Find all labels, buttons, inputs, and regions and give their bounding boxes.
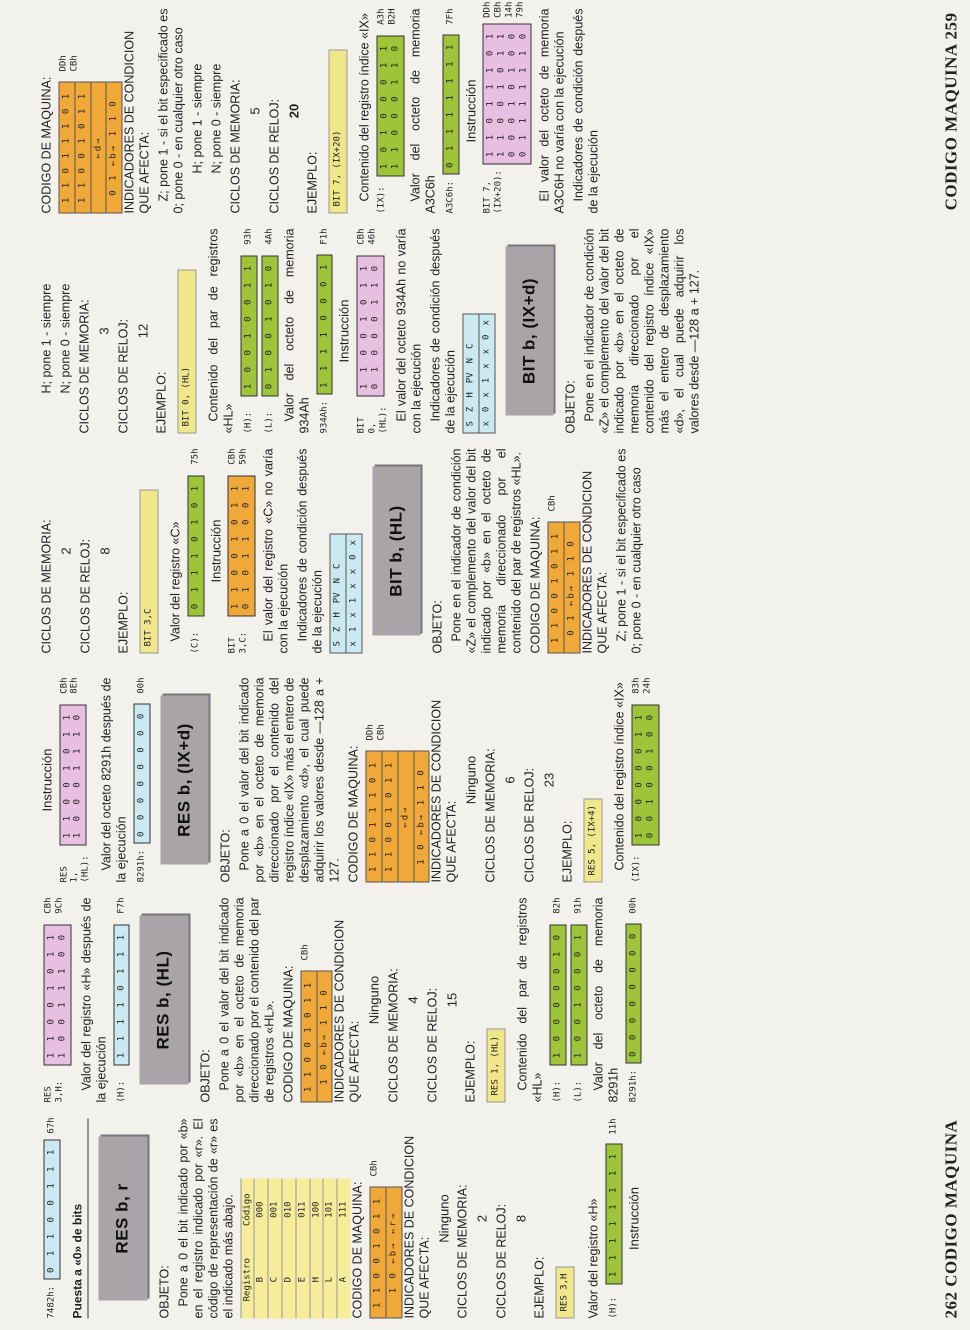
table-row: [296, 1179, 310, 1319]
table-cell: H: [310, 1241, 324, 1319]
register-label: 8291h:: [136, 849, 147, 883]
table-cell: B: [254, 1241, 268, 1319]
table-cell: L: [323, 1241, 337, 1319]
byte-hex: CBh: [59, 677, 70, 694]
register-hex: 7Fh: [445, 8, 456, 25]
register-bits: [59, 705, 87, 845]
indicadores-text: Z; pone 1 - si el bit especificado es 0; pone 0 - en cualquier otro caso: [156, 8, 186, 214]
register-bits: 1 0 0 0 0 0 1 0: [549, 925, 566, 1065]
codigo-heading: CODIGO DE MAQUINA:: [39, 76, 54, 214]
indicadores-heading: INDICADORES DE CONDICION QUE AFECTA:: [332, 919, 362, 1103]
ejemplo-box: BIT 7, (IX+20): [329, 50, 348, 214]
ejemplo-heading: EJEMPLO:: [532, 1256, 547, 1319]
register-bits: [483, 24, 532, 164]
flag-value: x: [348, 612, 359, 618]
register-hex: 11h: [608, 1118, 619, 1135]
after-caption: Valor del octeto 8291h después de la ejecución: [99, 677, 129, 883]
register-label: BIT 7, (IX+20):: [482, 170, 504, 214]
ciclos-reloj-value: 8: [513, 1214, 529, 1223]
ciclos-reloj-value: 20: [286, 103, 302, 119]
page-262: [0, 665, 970, 1330]
value-caption: Valor del registro «H»: [586, 1198, 601, 1319]
ciclos-reloj-heading: CICLOS DE RELOJ:: [522, 767, 537, 883]
register-bits: 1 1 1 1 1 1 1 1: [606, 1144, 623, 1284]
page-footer: 262 CODIGO MAQUINA: [941, 1119, 961, 1319]
instruction-bytes: [44, 898, 72, 1103]
byte-hex: A3h: [376, 8, 387, 25]
register-row: [113, 898, 130, 1103]
register-hex: 67h: [46, 1117, 57, 1134]
register-bits: 0 1 1 1 1 1 1 1: [442, 35, 459, 175]
register-label: (L):: [573, 1080, 584, 1103]
flag-value: 0: [481, 406, 492, 413]
register-row: [625, 898, 642, 1103]
byte-bits: 1 1 0 0 1 0 1 1: [62, 711, 73, 839]
flag-value: x: [481, 421, 492, 427]
register-bits: [356, 256, 384, 396]
ejemplo-heading: EJEMPLO:: [154, 371, 169, 434]
instruction-title: RES b, (IX+d): [160, 696, 208, 865]
flag-name: Z: [465, 406, 476, 413]
opcode-hex: CBh: [300, 944, 311, 961]
instruction-title: RES b, r: [99, 1137, 147, 1301]
register-label: BIT 3,C:: [227, 631, 249, 654]
opcode-row: 1 1 0 1 1 1 0 1: [60, 83, 76, 213]
register-row: [606, 1119, 623, 1319]
byte-bits: 1 1 0 0 1 0 1 1: [46, 931, 57, 1059]
table-row: [310, 1179, 324, 1319]
opcode-row: 0 1 ←b→ 1 1 0: [566, 539, 577, 636]
register-bits: 0 1 0 0 1 0 1 0: [261, 256, 278, 396]
opcode-box: [547, 522, 580, 654]
indicadores-value: Ninguno: [366, 975, 382, 1025]
n-flag-line: N; pone 0 - siempre: [58, 283, 73, 394]
register-hex: 93h: [243, 228, 254, 245]
byte-bits: 0 0 0 1 0 1 0 0: [507, 30, 518, 158]
flag-value: x: [481, 320, 492, 326]
column-2: [40, 898, 960, 1103]
byte-bits: 1 1 0 0 0 1 1 0: [390, 42, 401, 170]
table-cell: 000: [254, 1179, 268, 1241]
instruccion-caption: Instrucción: [336, 299, 352, 363]
ciclos-memoria-value: 4: [405, 996, 421, 1004]
flag-value: x: [481, 392, 492, 398]
table-header: Registro: [241, 1241, 255, 1319]
ejemplo-box: RES 5, (IX+4): [584, 798, 603, 882]
instruction-bytes: [482, 1, 532, 214]
byte-bits: 1 0 0 0 1 1 1 0: [72, 711, 83, 839]
opcode-row: 1 1 0 0 1 0 1 1: [301, 972, 317, 1102]
flags-box: [329, 533, 362, 653]
column-1: [40, 1119, 960, 1319]
flag-name: C: [332, 563, 343, 569]
register-bits: 0 0 0 0 0 0 0 0: [133, 704, 150, 844]
opcode-box: [366, 751, 430, 883]
byte-bits: 0 1 1 1 1 1 1 0: [518, 30, 529, 158]
flag-value: x: [348, 540, 359, 546]
objeto-text: Pone a 0 el bit indicado por «b» en el registro indicado por «r». El código de representación de «r» es el indicado más abajo.: [176, 1118, 236, 1319]
section-title: Puesta a «0» de bits: [70, 1119, 88, 1319]
register-label: 934Ah:: [319, 400, 330, 434]
note: El valor del octeto 934Ah no varía con la ejecución: [394, 228, 424, 434]
instruction-title: RES b, (HL): [140, 916, 188, 1085]
opcode-row: 1 1 0 0 1 0 1 1: [548, 523, 564, 653]
codigo-heading: CODIGO DE MAQUINA:: [281, 965, 296, 1103]
ciclos-reloj-heading: CICLOS DE RELOJ:: [494, 1203, 509, 1319]
instruccion-caption: Instrucción: [39, 748, 55, 812]
register-row: [316, 229, 333, 434]
objeto-text: Pone en el indicador de condición «Z» el complemento del valor del bit indicado por «b» en el octeto de memoria direccionado por el contenido del registro índice «IX» más el entero de desplazamiento «d», el cual puede adquirir los valores desde —128 a + 127.: [582, 228, 702, 434]
indicadores-value: Ninguno: [463, 755, 479, 805]
note: El valor del registro «C» no varía con la ejecución: [261, 448, 291, 654]
table-cell: 001: [268, 1179, 282, 1241]
contenido-caption: Contenido del registro índice «IX»: [357, 13, 372, 202]
register-label: (H):: [552, 1080, 563, 1103]
byte-hex: 24h: [642, 677, 653, 694]
flag-name: H: [332, 612, 343, 618]
register-row: [240, 229, 257, 434]
memoria-caption: Valor del octeto de memoria 8291h: [591, 897, 621, 1103]
table-header: Código: [241, 1179, 255, 1241]
ciclos-memoria-value: 2: [474, 1214, 490, 1223]
objeto-heading: OBJETO:: [563, 380, 578, 434]
flag-name: S: [465, 421, 476, 427]
table-row: [337, 1179, 350, 1319]
byte-hex: 8Eh: [69, 677, 80, 694]
opcode-row: 0 1 ←b→ 1 1 0: [108, 99, 119, 196]
indicadores-heading: INDICADORES DE CONDICION QUE AFECTA:: [402, 1135, 432, 1319]
indicadores-text: Z; pone 1 - si el bit especificado es 0; pone 0 - en cualquier otro caso: [614, 448, 644, 654]
register-hex: 82h: [552, 897, 563, 914]
ciclos-reloj-value: 8: [97, 547, 113, 555]
register-label: (IX):: [631, 855, 642, 883]
opcode-row: 1 1 0 1 1 1 0 1: [367, 752, 383, 882]
ciclos-memoria-heading: CICLOS DE MEMORIA:: [386, 968, 401, 1103]
indicadores-heading: INDICADORES DE CONDICION QUE AFECTA:: [429, 699, 459, 883]
byte-hex: 46h: [367, 228, 378, 245]
table-cell: 010: [282, 1179, 296, 1241]
table-cell: A: [337, 1241, 350, 1319]
codigo-heading: CODIGO DE MAQUINA:: [528, 516, 543, 654]
ciclos-memoria-heading: CICLOS DE MEMORIA:: [455, 1184, 470, 1319]
instruction-title: BIT b, (IX+d): [505, 247, 553, 416]
instruction-bytes: [356, 229, 388, 434]
flag-name: N: [332, 577, 343, 584]
opcode-hex: CBh: [376, 724, 387, 741]
register-bits: [228, 476, 256, 616]
register-row: [44, 1119, 61, 1319]
register-code-table: [240, 1179, 350, 1319]
opcode-hex: CBh: [369, 1160, 380, 1177]
page-footer: CODIGO MAQUINA 259: [941, 12, 961, 211]
ciclos-reloj-value: 23: [541, 772, 557, 788]
table-cell: D: [282, 1241, 296, 1319]
register-bits: 1 0 0 1 0 0 1 1: [240, 256, 257, 396]
byte-hex: DDh: [482, 1, 493, 18]
register-row: [631, 678, 659, 883]
register-bits: 0 1 1 0 0 1 1 1: [44, 1140, 61, 1280]
table-cell: 011: [296, 1179, 310, 1241]
objeto-heading: OBJETO:: [218, 829, 233, 883]
register-row: [261, 229, 278, 434]
flag-value: 0: [348, 554, 359, 560]
register-bits: 0 0 0 0 0 0 0 0: [625, 924, 642, 1064]
indicadores-after: Indicadores de condición después de la ejecución: [571, 8, 601, 214]
register-label: 8291h:: [628, 1069, 639, 1103]
byte-hex: 79h: [515, 1, 526, 18]
flag-name: H: [465, 392, 476, 398]
ciclos-memoria-heading: CICLOS DE MEMORIA:: [228, 79, 243, 214]
ciclos-reloj-heading: CICLOS DE RELOJ:: [78, 538, 93, 654]
flag-name: S: [332, 641, 343, 647]
ejemplo-heading: EJEMPLO:: [116, 591, 131, 654]
value-caption: Valor del registro «C»: [168, 521, 183, 642]
instruction-bytes: [228, 449, 256, 654]
objeto-text: Pone a 0 el valor del bit indicado por «b» en el octeto de memoria direccionado por el contenido del par de registros «HL».: [217, 897, 277, 1103]
byte-bits: 0 0 1 0 0 1 0 0: [645, 711, 656, 839]
table-row: [268, 1179, 282, 1319]
opcode-box: [59, 82, 123, 214]
opcode-box: [369, 1187, 402, 1319]
register-hex: 00h: [136, 677, 147, 694]
opcode-row: 1 1 0 0 1 0 1 1: [370, 1188, 386, 1318]
register-row: [442, 9, 459, 214]
ejemplo-box: RES 3,H: [556, 1267, 575, 1319]
opcode-row: 1 0 ←b→ ←r→: [388, 1211, 399, 1294]
byte-bits: 1 0 1 0 0 0 1 1: [379, 42, 390, 170]
register-label: RES 3,H:: [43, 1080, 65, 1103]
codigo-heading: CODIGO DE MAQUINA:: [346, 745, 361, 883]
register-hex: 4Ah: [264, 228, 275, 245]
register-bits: 0 1 1 1 0 1 0 1: [187, 476, 204, 616]
opcode-hex: CBh: [547, 495, 558, 512]
register-row: [549, 898, 566, 1103]
contenido-caption: Contenido del par de registros «HL»: [206, 228, 236, 434]
note: El valor del octeto de memoria A3C6H no varía con la ejecución: [537, 8, 567, 214]
ciclos-memoria-value: 2: [58, 547, 74, 555]
n-flag-line: N; pone 0 - siempre: [209, 63, 224, 174]
byte-hex: CBh: [356, 228, 367, 245]
register-hex: F7h: [116, 897, 127, 914]
byte-bits: 1 0 0 0 0 0 1 1: [634, 711, 645, 839]
ciclos-memoria-heading: CICLOS DE MEMORIA:: [483, 748, 498, 883]
opcode-row: 1 0 ←b→ 1 1 0: [319, 988, 330, 1085]
byte-hex: 9Ch: [54, 897, 65, 914]
opcode-hex: DDh: [58, 55, 69, 72]
register-row: [377, 9, 405, 214]
ciclos-reloj-heading: CICLOS DE RELOJ:: [267, 98, 282, 214]
after-caption: Valor del registro «H» después de la ejecución: [79, 897, 109, 1103]
register-label: (H):: [243, 411, 254, 434]
ciclos-memoria-value: 3: [96, 327, 112, 335]
indicadores-value: Ninguno: [436, 1194, 452, 1243]
indicadores-heading: INDICADORES DE CONDICION QUE AFECTA:: [122, 30, 152, 214]
memoria-caption: Valor del octeto de memoria 934Ah: [282, 228, 312, 434]
ejemplo-box: RES 1, (HL): [487, 1029, 506, 1103]
register-hex: 00h: [628, 897, 639, 914]
flag-value: x: [481, 348, 492, 355]
register-row: [187, 449, 204, 654]
flag-value: x: [348, 641, 359, 647]
codigo-heading: CODIGO DE MAQUINA:: [350, 1181, 365, 1319]
register-label: RES 1, (HL):: [59, 855, 91, 883]
register-label: (H):: [608, 1296, 619, 1319]
flag-value: x: [348, 583, 359, 589]
byte-bits: 0 1 0 1 1 0 0 1: [241, 482, 252, 610]
table-cell: 111: [337, 1179, 350, 1241]
ejemplo-box: BIT 0, (HL): [178, 270, 197, 434]
contenido-caption: Contenido del par de registros «HL»: [515, 897, 545, 1103]
register-label: (L):: [264, 411, 275, 434]
flag-name: PV: [465, 372, 476, 384]
flag-name: C: [465, 343, 476, 349]
register-label: (C):: [190, 631, 201, 654]
indicadores-heading: INDICADORES DE CONDICION QUE AFECTA:: [580, 470, 610, 654]
ciclos-reloj-value: 12: [135, 323, 151, 339]
objeto-text: Pone en el indicador de condición «Z» el complemento del valor del bit indicado por «b» en el octeto de memoria direccionado por el contenido del par de registros «HL».: [449, 448, 524, 654]
byte-bits: 1 1 0 1 1 1 0 1: [485, 30, 496, 158]
memoria-caption: Valor del octeto de memoria A3C6h: [408, 8, 438, 214]
ciclos-reloj-heading: CICLOS DE RELOJ:: [116, 318, 131, 434]
flag-value: 1: [481, 377, 492, 384]
byte-bits: 0 1 0 0 0 1 1 0: [370, 262, 381, 390]
instruccion-caption: Instrucción: [626, 1187, 642, 1250]
byte-hex: 59h: [238, 448, 249, 465]
register-label: A3C6h:: [445, 180, 456, 214]
register-label: BIT 0, (HL):: [356, 406, 389, 434]
table-cell: C: [268, 1241, 282, 1319]
byte-bits: 1 1 0 0 1 0 1 1: [359, 262, 370, 390]
register-label: 7482h:: [46, 1285, 57, 1319]
objeto-heading: OBJETO:: [430, 600, 445, 654]
register-bits: [44, 925, 72, 1065]
register-bits: 1 0 0 1 0 0 0 1: [570, 925, 587, 1065]
byte-hex: 14h: [504, 1, 515, 18]
instruccion-caption: Instrucción: [208, 519, 224, 583]
indicadores-after: Indicadores de condición después de la ejecución: [428, 228, 458, 434]
ciclos-memoria-value: 6: [502, 776, 518, 784]
register-label: (H):: [116, 1080, 127, 1103]
opcode-row: ←d→: [91, 83, 107, 213]
flag-name: PV: [332, 592, 343, 604]
register-label: (IX):: [376, 186, 387, 214]
flags-box: [463, 313, 496, 433]
opcode-row: ←d→: [398, 752, 414, 882]
byte-hex: B2H: [387, 8, 398, 25]
column-3: [40, 678, 960, 883]
opcode-row: 1 1 0 0 1 0 1 1: [75, 83, 91, 213]
table-row: [323, 1179, 337, 1319]
byte-hex: CBh: [493, 1, 504, 18]
flag-value: 1: [348, 597, 359, 604]
ciclos-memoria-heading: CICLOS DE MEMORIA:: [77, 299, 92, 434]
opcode-hex: DDh: [365, 724, 376, 741]
ejemplo-heading: EJEMPLO:: [305, 151, 320, 214]
column-2: [40, 229, 960, 434]
objeto-text: Pone a 0 el valor del bit indicado por «b» en el octeto de memoria direccionado por el contenido del registro índice «IX» más el entero de desplazamiento «d», el cual puede adquirir los valores desde —128 a + 127.: [237, 677, 342, 883]
register-row: [570, 898, 587, 1103]
instruccion-caption: Instrucción: [463, 79, 479, 143]
h-flag-line: H; pone 1 - siempre: [39, 283, 54, 394]
opcode-box: [300, 971, 333, 1103]
table-row: [282, 1179, 296, 1319]
ejemplo-heading: EJEMPLO:: [560, 820, 575, 883]
objeto-heading: OBJETO:: [157, 1265, 172, 1319]
register-bits: 1 1 1 1 0 1 1 1: [113, 925, 130, 1065]
table-row: [254, 1179, 268, 1319]
contenido-caption: Contenido del registro índice «IX»: [612, 682, 627, 871]
register-row: [133, 678, 150, 883]
table-cell: E: [296, 1241, 310, 1319]
register-hex: F1h: [319, 228, 330, 245]
ejemplo-heading: EJEMPLO:: [463, 1040, 478, 1103]
column-1: [40, 449, 960, 654]
indicadores-after: Indicadores de condición después de la ejecución: [295, 448, 325, 654]
byte-bits: 1 1 0 0 1 0 1 1: [496, 30, 507, 158]
ciclos-reloj-value: 15: [444, 992, 460, 1008]
byte-bits: 1 0 0 1 1 1 0 0: [57, 931, 68, 1059]
register-hex: 75h: [190, 448, 201, 465]
register-hex: 91h: [573, 897, 584, 914]
ciclos-reloj-heading: CICLOS DE RELOJ:: [425, 987, 440, 1103]
opcode-row: 1 1 0 0 1 0 1 1: [382, 752, 398, 882]
flag-value: 0: [481, 334, 492, 340]
ciclos-memoria-heading: CICLOS DE MEMORIA:: [39, 519, 54, 654]
opcode-hex: CBh: [69, 55, 80, 72]
ciclos-memoria-value: 5: [247, 107, 263, 115]
table-cell: 100: [310, 1179, 324, 1241]
ejemplo-box: BIT 3,C: [140, 490, 159, 654]
instruction-title: BIT b, (HL): [372, 467, 420, 636]
flag-value: x: [348, 568, 359, 575]
flag-name: Z: [332, 626, 343, 633]
byte-bits: 1 1 0 0 1 0 1 1: [230, 482, 241, 610]
column-3: [39, 1, 960, 214]
flag-name: N: [465, 357, 476, 364]
register-bits: [377, 36, 405, 176]
byte-hex: CBh: [43, 897, 54, 914]
register-bits: 1 1 1 1 0 0 0 1: [316, 255, 333, 395]
h-flag-line: H; pone 1 - siempre: [190, 63, 205, 174]
flag-value: 1: [348, 626, 359, 633]
byte-hex: 83h: [631, 677, 642, 694]
register-bits: [631, 705, 659, 845]
byte-hex: CBh: [227, 448, 238, 465]
opcode-row: 1 0 ←b→ 1 1 0: [416, 768, 427, 865]
objeto-heading: OBJETO:: [198, 1049, 213, 1103]
flag-value: x: [481, 363, 492, 369]
instruction-bytes: [59, 678, 91, 883]
table-cell: 101: [323, 1179, 337, 1241]
